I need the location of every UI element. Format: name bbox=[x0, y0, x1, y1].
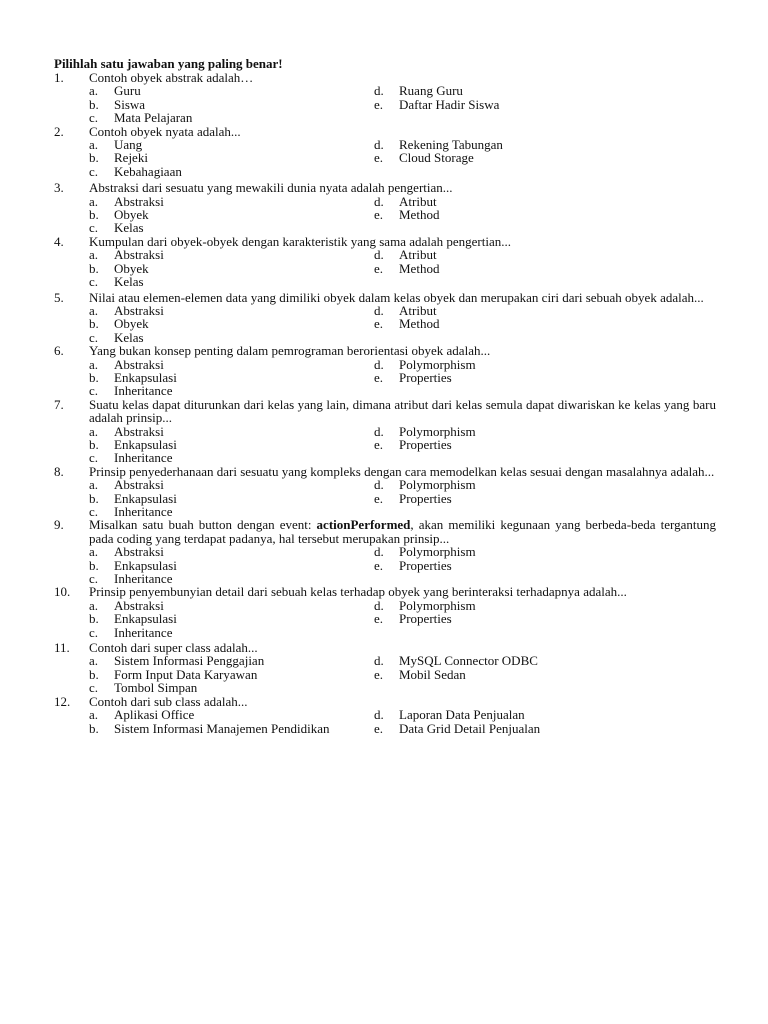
option-text: Atribut bbox=[399, 193, 437, 209]
option-text: Properties bbox=[399, 490, 452, 506]
question-item bbox=[54, 518, 716, 585]
option-d[interactable] bbox=[374, 358, 716, 371]
option-d[interactable] bbox=[374, 425, 716, 438]
option-a[interactable] bbox=[89, 708, 374, 721]
option-letter: b. bbox=[89, 207, 99, 223]
option-e[interactable] bbox=[374, 208, 716, 221]
question-item bbox=[54, 695, 716, 735]
option-letter: a. bbox=[89, 597, 99, 613]
question-text: Contoh dari super class adalah... bbox=[89, 640, 258, 656]
option-letter: e. bbox=[374, 557, 384, 573]
question-item bbox=[54, 235, 716, 289]
option-d[interactable] bbox=[374, 654, 716, 667]
option-text: Atribut bbox=[399, 247, 437, 263]
question-number: 1. bbox=[54, 70, 64, 85]
option-text: Obyek bbox=[114, 260, 149, 276]
option-letter: d. bbox=[374, 477, 384, 493]
option-text: Enkapsulasi bbox=[114, 436, 177, 452]
option-b[interactable] bbox=[89, 151, 374, 164]
option-letter: a. bbox=[89, 423, 99, 439]
option-letter: a. bbox=[89, 193, 99, 209]
question-number: 12. bbox=[54, 693, 71, 709]
question-item bbox=[54, 344, 716, 398]
option-grid bbox=[54, 425, 716, 465]
option-grid bbox=[54, 654, 716, 694]
option-letter: c. bbox=[89, 450, 99, 466]
option-letter: e. bbox=[374, 260, 384, 276]
option-e[interactable] bbox=[374, 317, 716, 330]
option-text: Inheritance bbox=[114, 504, 173, 519]
option-text: Inheritance bbox=[114, 383, 173, 399]
option-a[interactable] bbox=[89, 654, 374, 667]
question-list bbox=[54, 71, 716, 735]
option-b[interactable] bbox=[89, 438, 374, 451]
option-b[interactable] bbox=[89, 371, 374, 384]
instruction-heading: Pilihlah satu jawaban yang paling benar! bbox=[54, 56, 283, 71]
option-grid bbox=[54, 304, 716, 344]
option-grid bbox=[54, 358, 716, 398]
option-text: Data Grid Detail Penjualan bbox=[399, 720, 541, 736]
option-text: Form Input Data Karyawan bbox=[114, 666, 258, 682]
option-letter: d. bbox=[374, 356, 384, 372]
question-text: Abstraksi dari sesuatu yang mewakili dunia nyata adalah pengertian... bbox=[89, 180, 453, 196]
option-letter: e. bbox=[374, 316, 384, 332]
question-item bbox=[54, 125, 716, 179]
option-text: Method bbox=[399, 207, 440, 223]
option-text: Abstraksi bbox=[114, 597, 164, 613]
option-text: Laporan Data Penjualan bbox=[399, 707, 525, 723]
option-a[interactable] bbox=[89, 599, 374, 612]
option-b[interactable] bbox=[89, 98, 374, 111]
question-number: 10. bbox=[54, 584, 71, 600]
option-text: Atribut bbox=[399, 302, 437, 318]
option-text: Inheritance bbox=[114, 624, 173, 640]
option-letter: c. bbox=[89, 163, 99, 179]
option-a[interactable] bbox=[89, 138, 374, 151]
option-a[interactable] bbox=[89, 358, 374, 371]
option-text: Kelas bbox=[114, 274, 144, 290]
option-c[interactable] bbox=[89, 626, 374, 639]
option-text: Polymorphism bbox=[399, 597, 476, 613]
option-letter: c. bbox=[89, 329, 99, 345]
option-letter: e. bbox=[374, 720, 384, 736]
question-number: 2. bbox=[54, 123, 64, 139]
option-letter: b. bbox=[89, 490, 99, 506]
option-letter: d. bbox=[374, 707, 384, 723]
option-c[interactable] bbox=[89, 451, 374, 464]
question-item bbox=[54, 71, 716, 125]
option-e[interactable] bbox=[374, 722, 716, 735]
option-text: Abstraksi bbox=[114, 302, 164, 318]
option-grid bbox=[54, 195, 716, 235]
question-item bbox=[54, 465, 716, 519]
option-letter: d. bbox=[374, 83, 384, 99]
option-text: Mata Pelajaran bbox=[114, 110, 193, 126]
option-text: Guru bbox=[114, 83, 141, 99]
option-letter: a. bbox=[89, 707, 99, 723]
option-grid bbox=[54, 599, 716, 639]
option-text: Method bbox=[399, 316, 440, 332]
option-letter: a. bbox=[89, 247, 99, 263]
option-e[interactable] bbox=[374, 668, 716, 681]
option-letter: d. bbox=[374, 247, 384, 263]
question-number: 6. bbox=[54, 343, 64, 359]
option-letter: c. bbox=[89, 110, 99, 126]
option-letter: e. bbox=[374, 150, 384, 166]
option-letter: a. bbox=[89, 544, 99, 560]
option-letter: e. bbox=[374, 436, 384, 452]
option-letter: c. bbox=[89, 274, 99, 290]
option-letter: b. bbox=[89, 96, 99, 112]
option-a[interactable] bbox=[89, 84, 374, 97]
option-text: Properties bbox=[399, 436, 452, 452]
option-c[interactable] bbox=[89, 384, 374, 397]
question-item bbox=[54, 291, 716, 345]
option-text: Polymorphism bbox=[399, 423, 476, 439]
question-text-before: Misalkan satu buah button dengan event: bbox=[89, 517, 317, 533]
option-d[interactable] bbox=[374, 84, 716, 97]
option-letter: b. bbox=[89, 369, 99, 385]
option-text: Rejeki bbox=[114, 150, 148, 166]
option-d[interactable] bbox=[374, 138, 716, 151]
option-text: Kebahagiaan bbox=[114, 163, 182, 179]
option-text: Cloud Storage bbox=[399, 150, 474, 166]
option-text: Enkapsulasi bbox=[114, 490, 177, 506]
option-letter: a. bbox=[89, 356, 99, 372]
option-text: Sistem Informasi Penggajian bbox=[114, 653, 265, 669]
option-d[interactable] bbox=[374, 599, 716, 612]
option-letter: b. bbox=[89, 720, 99, 736]
option-grid bbox=[54, 248, 716, 288]
option-text: Ruang Guru bbox=[399, 83, 463, 99]
question-item bbox=[54, 585, 716, 639]
option-c[interactable] bbox=[89, 572, 374, 585]
option-c[interactable] bbox=[89, 165, 374, 178]
option-text: Properties bbox=[399, 557, 452, 573]
option-letter: c. bbox=[89, 624, 99, 640]
option-e[interactable] bbox=[374, 262, 716, 275]
option-letter: b. bbox=[89, 557, 99, 573]
question-number: 3. bbox=[54, 180, 64, 196]
option-text: Kelas bbox=[114, 329, 144, 345]
option-text: Properties bbox=[399, 611, 452, 627]
option-text: Abstraksi bbox=[114, 247, 164, 263]
option-letter: c. bbox=[89, 383, 99, 399]
option-grid bbox=[54, 478, 716, 518]
question-item bbox=[54, 641, 716, 695]
option-letter: e. bbox=[374, 96, 384, 112]
option-letter: b. bbox=[89, 316, 99, 332]
option-b[interactable] bbox=[89, 317, 374, 330]
question-number: 8. bbox=[54, 463, 64, 479]
option-c[interactable] bbox=[89, 505, 374, 518]
option-text: MySQL Connector ODBC bbox=[399, 653, 538, 669]
option-e[interactable] bbox=[374, 151, 716, 164]
option-letter: d. bbox=[374, 193, 384, 209]
question-number: 9. bbox=[54, 517, 64, 533]
option-letter: a. bbox=[89, 83, 99, 99]
option-d[interactable] bbox=[374, 195, 716, 208]
option-text: Method bbox=[399, 260, 440, 276]
question-text: Prinsip penyederhanaan dari sesuatu yang kompleks dengan cara memodelkan kelas sesuai dengan masalahnya adalah... bbox=[89, 463, 715, 479]
option-a[interactable] bbox=[89, 425, 374, 438]
option-text: Daftar Hadir Siswa bbox=[399, 96, 500, 112]
option-c[interactable] bbox=[89, 681, 374, 694]
option-text: Obyek bbox=[114, 207, 149, 223]
question-text: Yang bukan konsep penting dalam pemrograman berorientasi obyek adalah... bbox=[89, 343, 491, 359]
option-letter: a. bbox=[89, 137, 99, 153]
option-letter: d. bbox=[374, 302, 384, 318]
option-text: Abstraksi bbox=[114, 356, 164, 372]
question-text: Contoh obyek abstrak adalah… bbox=[89, 70, 254, 85]
option-e[interactable] bbox=[374, 612, 716, 625]
option-grid bbox=[54, 545, 716, 585]
option-a[interactable] bbox=[89, 304, 374, 317]
option-c[interactable] bbox=[89, 221, 374, 234]
option-letter: d. bbox=[374, 423, 384, 439]
option-text: Aplikasi Office bbox=[114, 707, 195, 723]
option-e[interactable] bbox=[374, 559, 716, 572]
question-text: Contoh obyek nyata adalah... bbox=[89, 123, 241, 139]
option-d[interactable] bbox=[374, 708, 716, 721]
option-grid bbox=[54, 708, 716, 735]
option-e[interactable] bbox=[374, 492, 716, 505]
option-letter: e. bbox=[374, 369, 384, 385]
option-text: Mobil Sedan bbox=[399, 666, 466, 682]
option-letter: c. bbox=[89, 680, 99, 696]
question-text: Suatu kelas dapat diturunkan dari kelas yang lain, dimana atribut dari kelas semula dapat diwariskan ke kelas yang baru adalah prinsip... bbox=[89, 396, 716, 426]
option-letter: c. bbox=[89, 571, 99, 587]
option-e[interactable] bbox=[374, 438, 716, 451]
option-text: Enkapsulasi bbox=[114, 611, 177, 627]
option-letter: e. bbox=[374, 666, 384, 682]
option-b[interactable] bbox=[89, 722, 374, 735]
option-b[interactable] bbox=[89, 492, 374, 505]
option-text: Polymorphism bbox=[399, 356, 476, 372]
question-text-after: , akan memiliki kegunaan yang berbeda-beda tergantung pada coding yang terdapat padanya, hal tersebut merupakan prinsip... bbox=[89, 517, 716, 546]
question-number: 7. bbox=[54, 396, 64, 412]
option-letter: c. bbox=[89, 220, 99, 236]
option-text: Siswa bbox=[114, 96, 146, 112]
option-b[interactable] bbox=[89, 668, 374, 681]
event-name: actionPerformed bbox=[316, 517, 411, 533]
option-text: Polymorphism bbox=[399, 477, 476, 493]
option-e[interactable] bbox=[374, 98, 716, 111]
option-letter: e. bbox=[374, 490, 384, 506]
option-text: Abstraksi bbox=[114, 477, 164, 493]
option-letter: b. bbox=[89, 666, 99, 682]
option-text: Properties bbox=[399, 369, 452, 385]
option-letter: b. bbox=[89, 436, 99, 452]
option-letter: d. bbox=[374, 597, 384, 613]
option-grid bbox=[54, 84, 716, 124]
option-text: Abstraksi bbox=[114, 544, 164, 560]
option-letter: d. bbox=[374, 544, 384, 560]
option-d[interactable] bbox=[374, 248, 716, 261]
question-number: 4. bbox=[54, 233, 64, 249]
option-text: Obyek bbox=[114, 316, 149, 332]
option-a[interactable] bbox=[89, 248, 374, 261]
option-b[interactable] bbox=[89, 208, 374, 221]
question-item bbox=[54, 181, 716, 235]
option-text: Kelas bbox=[114, 220, 144, 236]
option-letter: d. bbox=[374, 653, 384, 669]
question-text: Prinsip penyembunyian detail dari sebuah kelas terhadap obyek yang berinteraksi terhadapnya adalah... bbox=[89, 584, 627, 600]
question-text bbox=[89, 518, 716, 545]
option-b[interactable] bbox=[89, 612, 374, 625]
option-text: Inheritance bbox=[114, 450, 173, 466]
option-text: Inheritance bbox=[114, 571, 173, 587]
option-letter: e. bbox=[374, 207, 384, 223]
option-letter: e. bbox=[374, 611, 384, 627]
question-item bbox=[54, 398, 716, 465]
option-letter: d. bbox=[374, 137, 384, 153]
option-e[interactable] bbox=[374, 371, 716, 384]
option-letter: a. bbox=[89, 302, 99, 318]
option-text: Tombol Simpan bbox=[114, 680, 198, 696]
option-letter: a. bbox=[89, 653, 99, 669]
option-d[interactable] bbox=[374, 304, 716, 317]
option-letter: b. bbox=[89, 611, 99, 627]
option-letter: b. bbox=[89, 150, 99, 166]
option-text: Rekening Tabungan bbox=[399, 137, 503, 153]
question-number: 5. bbox=[54, 289, 64, 305]
option-text: Enkapsulasi bbox=[114, 557, 177, 573]
option-c[interactable] bbox=[89, 331, 374, 344]
option-b[interactable] bbox=[89, 262, 374, 275]
option-a[interactable] bbox=[89, 478, 374, 491]
option-c[interactable] bbox=[89, 111, 374, 124]
option-text: Polymorphism bbox=[399, 544, 476, 560]
option-text: Enkapsulasi bbox=[114, 369, 177, 385]
option-text: Abstraksi bbox=[114, 193, 164, 209]
option-a[interactable] bbox=[89, 195, 374, 208]
option-letter: b. bbox=[89, 260, 99, 276]
question-text: Kumpulan dari obyek-obyek dengan karakteristik yang sama adalah pengertian... bbox=[89, 233, 511, 249]
option-letter: c. bbox=[89, 504, 99, 519]
option-b[interactable] bbox=[89, 559, 374, 572]
option-grid bbox=[54, 138, 716, 178]
option-text: Uang bbox=[114, 137, 143, 153]
option-text: Abstraksi bbox=[114, 423, 164, 439]
option-text: Sistem Informasi Manajemen Pendidikan bbox=[114, 720, 330, 736]
option-c[interactable] bbox=[89, 275, 374, 288]
option-d[interactable] bbox=[374, 478, 716, 491]
question-number: 11. bbox=[54, 640, 70, 656]
option-a[interactable] bbox=[89, 545, 374, 558]
option-d[interactable] bbox=[374, 545, 716, 558]
question-text: Nilai atau elemen-elemen data yang dimiliki obyek dalam kelas obyek dan merupakan ciri dari sebuah obyek adalah... bbox=[89, 289, 704, 305]
option-letter: a. bbox=[89, 477, 99, 493]
question-text: Contoh dari sub class adalah... bbox=[89, 693, 248, 709]
